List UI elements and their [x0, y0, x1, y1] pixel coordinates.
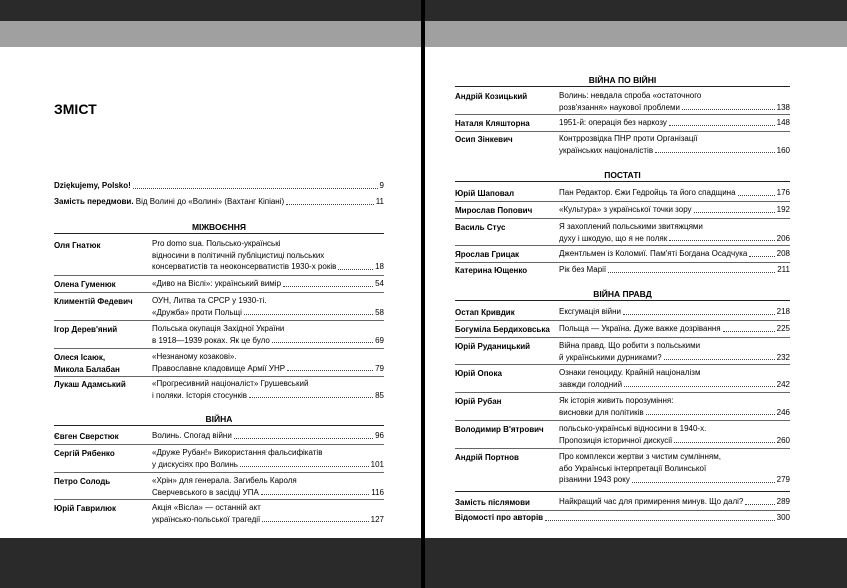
toc-entry[interactable] [559, 248, 790, 260]
page-number: 206 [776, 233, 790, 243]
entry-title-line: Рік без Марії [559, 265, 607, 274]
entry-divider [455, 131, 790, 132]
toc-entry[interactable] [559, 340, 790, 363]
toc-entry[interactable] [559, 451, 790, 486]
page-number: 58 [375, 307, 384, 317]
entry-title-line: «Прогресивний націоналіст» Грушевський [152, 379, 309, 388]
author: Климентій Федевич [54, 297, 133, 306]
toc-entry-intro2[interactable] [54, 196, 384, 208]
entry-title: Dziękujemy, Polsko! [54, 181, 131, 190]
author: Олена Гуменюк [54, 280, 116, 289]
entry-title-line: консерватистів та неоконсерватистів 1930-х років [152, 262, 337, 271]
toc-entry[interactable] [559, 117, 790, 129]
page-number: 232 [776, 352, 790, 362]
page-number: 176 [776, 188, 790, 197]
author: Володимир В'ятрович [455, 425, 544, 434]
page-number: 116 [371, 487, 384, 497]
entry-title-line: 1951-й: операція без наркозу [559, 118, 667, 127]
toc-entry[interactable] [559, 264, 790, 276]
author-name: Олеся Ісаюк, [54, 353, 106, 362]
page-number: 18 [375, 262, 384, 271]
entry-divider [54, 292, 384, 293]
entry-title: Відомості про авторів [455, 513, 544, 522]
entry-title-line: завжди голодний [559, 379, 623, 389]
entry-title-line: Я захоплений польськими звитяжцями [559, 222, 703, 231]
entry-divider [455, 262, 790, 263]
entry-title-line: Ексгумація війни [559, 307, 621, 316]
author: Юрій Шаповал [455, 189, 515, 198]
entry-divider [455, 320, 790, 321]
toc-entry[interactable] [559, 133, 790, 156]
entry-title-line: у дискусіях про Волинь [152, 459, 238, 469]
entry-divider [455, 245, 790, 246]
toc-entry[interactable] [559, 306, 790, 318]
entry-divider [54, 376, 384, 377]
author: Катерина Ющенко [455, 266, 528, 275]
page-number: 9 [379, 181, 384, 190]
top-band [0, 0, 421, 21]
author [54, 352, 120, 375]
page-number: 85 [375, 390, 384, 400]
section-heading-war: ВІЙНА [205, 414, 233, 424]
author: Юрій Опока [455, 369, 502, 378]
section-rule [54, 425, 384, 426]
section-heading-figures: ПОСТАТІ [604, 170, 641, 180]
author: Ярослав Грицак [455, 250, 520, 259]
entry-divider [455, 201, 790, 202]
entry-title-line: «Друже Рубан!» Використання фальсифікатів [152, 448, 323, 457]
page-number: 101 [370, 459, 384, 469]
page-number: 54 [375, 279, 384, 288]
entry-title-line: й українськими дурниками? [559, 352, 662, 362]
toc-entry[interactable] [152, 238, 384, 273]
toc-entry[interactable] [559, 423, 790, 446]
entry-divider [54, 275, 384, 276]
entry-title-line: «Культура» з української точки зору [559, 205, 692, 214]
page-number: 289 [776, 497, 790, 506]
section-rule [455, 300, 790, 301]
entry-divider [54, 499, 384, 500]
section-rule [54, 233, 384, 234]
toc-entry-authors[interactable] [455, 512, 790, 524]
page-number: 279 [776, 475, 790, 484]
entry-title-bold: Замість передмови. [54, 197, 134, 206]
author: Сергій Рябенко [54, 449, 115, 458]
author: Юрій Гаврилюк [54, 504, 117, 513]
toc-entry[interactable] [559, 496, 790, 508]
toc-entry[interactable] [152, 295, 384, 318]
entry-divider [455, 448, 790, 449]
page-number: 211 [777, 265, 790, 274]
entry-title-line: Війна правд. Що робити з польськими [559, 341, 701, 350]
header-band [425, 21, 847, 47]
toc-entry[interactable] [152, 378, 384, 401]
top-band [425, 0, 847, 21]
entry-title-line: українсько-польської трагедії [152, 514, 261, 524]
entry-title-line: Пропозиція історичної дискусії [559, 435, 673, 445]
entry-title-line: Православне кладовище Армії УНР [152, 363, 286, 373]
page-number: 96 [375, 431, 384, 440]
bottom-band [0, 538, 421, 588]
page-number: 218 [776, 307, 790, 316]
entry-title-line: різанини 1943 року [559, 475, 630, 484]
entry-title-line: «Незнаному козакові». [152, 352, 237, 361]
toc-entry[interactable] [559, 187, 790, 199]
author: Петро Солодь [54, 477, 111, 486]
author: Василь Стус [455, 223, 506, 232]
entry-title-line: Контррозвідка ПНР проти Організації [559, 134, 698, 143]
entry-title-line: в 1918—1939 роках. Як це було [152, 335, 270, 345]
page-number: 127 [370, 514, 384, 524]
author: Мирослав Попович [455, 206, 533, 215]
entry-title-line: Як історія живить порозуміння: [559, 396, 674, 405]
entry-title-line: Джентльмен із Коломиї. Пам'яті Богдана Осадчука [559, 249, 748, 258]
toc-entry[interactable] [559, 204, 790, 216]
section-rule [455, 86, 790, 87]
page-number: 138 [776, 102, 790, 112]
section-heading-war-after-war: ВІЙНА ПО ВІЙНІ [588, 75, 657, 85]
page-number: 160 [776, 145, 790, 155]
entry-divider [455, 114, 790, 115]
entry-title-line: Pro domo sua. Польсько-українські [152, 239, 281, 248]
entry-title-line: або Українські інтерпретації Волинської [559, 463, 707, 473]
entry-divider [54, 472, 384, 473]
section-rule [455, 491, 790, 492]
section-heading-interwar: МІЖВОЄННЯ [191, 222, 247, 232]
entry-title-line: Волинь: невдала спроба «остаточного [559, 91, 702, 100]
author: Андрій Козицький [455, 92, 528, 101]
page-number: 246 [776, 407, 790, 417]
author: Наталя Кляшторна [455, 119, 530, 128]
entry-title-line: розв'язання» наукової проблеми [559, 102, 680, 112]
entry-title-line: духу і шкодую, що я не поляк [559, 233, 668, 243]
author: Євген Сверстюк [54, 432, 119, 441]
author: Юрій Руданицький [455, 342, 531, 351]
author: Андрій Портнов [455, 453, 519, 462]
author: Богуміла Бердиховська [455, 325, 550, 334]
entry-title-line: висновки для політиків [559, 407, 644, 417]
entry-title-line: Польська окупація Західної України [152, 324, 285, 333]
section-rule [455, 181, 790, 182]
entry-title-line: і поляки. Історія стосунків [152, 390, 248, 400]
entry-divider [54, 320, 384, 321]
author: Осип Зінкевич [455, 135, 513, 144]
entry-divider [54, 444, 384, 445]
page-number: 79 [375, 363, 384, 373]
left-page [0, 0, 421, 588]
toc-entry[interactable] [559, 323, 790, 335]
entry-title-line: ОУН, Литва та СРСР у 1930-ті. [152, 296, 267, 305]
toc-entry[interactable] [559, 367, 790, 390]
author: Замість післямови [455, 498, 530, 507]
toc-entry-intro1[interactable] [54, 180, 384, 192]
entry-divider [455, 392, 790, 393]
toc-entry[interactable] [152, 430, 384, 442]
page-title: ЗМІСТ [54, 101, 97, 117]
entry-divider [455, 420, 790, 421]
entry-title-line: Ознаки геноциду. Крайній націоналізм [559, 368, 701, 377]
entry-divider [455, 510, 790, 511]
entry-title-line: Пан Редактор. Єжи Гедройць та його спадщина [559, 188, 736, 197]
page-number: 225 [776, 324, 790, 333]
entry-divider [54, 348, 384, 349]
author: Лукаш Адамський [54, 380, 126, 389]
entry-title-line: Найкращий час для примирення минув. Що далі? [559, 497, 744, 506]
page-number: 11 [375, 197, 384, 206]
right-page [425, 0, 847, 588]
entry-title-line: українських націоналістів [559, 145, 654, 155]
toc-entry[interactable] [559, 395, 790, 418]
author: Ігор Дерев'яний [54, 325, 118, 334]
header-band [0, 21, 421, 47]
toc-entry[interactable] [152, 502, 384, 525]
entry-title-line: Акція «Вісла» — останній акт [152, 503, 261, 512]
toc-entry[interactable] [152, 278, 384, 290]
entry-title-line: Сверчевського в засідці УПА [152, 487, 259, 497]
page-number: 192 [776, 205, 790, 214]
entry-title-line: відносини в політичній публіцистиці польських [152, 250, 325, 260]
section-heading-war-of-truths: ВІЙНА ПРАВД [593, 289, 652, 299]
entry-title-line: «Хрін» для генерала. Загибель Кароля [152, 476, 297, 485]
toc-entry[interactable] [152, 447, 384, 470]
entry-title-line: польсько-українські відносини в 1940-х. [559, 424, 707, 433]
entry-title-line: Волинь. Спогад війни [152, 431, 232, 440]
page-number: 148 [776, 118, 790, 127]
entry-divider [455, 337, 790, 338]
toc-entry[interactable] [559, 90, 790, 113]
page-number: 242 [776, 379, 790, 389]
entry-title-line: «Дружба» проти Польщі [152, 307, 242, 317]
page-number: 69 [375, 335, 384, 345]
author: Оля Гнатюк [54, 241, 101, 250]
entry-title: Від Волині до «Волині» (Вахтанг Кіпіані) [133, 197, 285, 206]
toc-entry[interactable] [152, 351, 384, 374]
toc-entry[interactable] [559, 221, 790, 244]
entry-title-line: Польща — Україна. Дуже важке дозрівання [559, 324, 721, 333]
entry-title-line: Про комплекси жертви з чистим сумлінням, [559, 452, 721, 461]
toc-entry[interactable] [152, 475, 384, 498]
author-name: Микола Балабан [54, 364, 120, 374]
author: Юрій Рубан [455, 397, 502, 406]
page-number: 300 [776, 513, 790, 522]
bottom-band [425, 538, 847, 588]
entry-divider [455, 364, 790, 365]
toc-entry[interactable] [152, 323, 384, 346]
page-number: 260 [776, 435, 790, 445]
author: Остап Кривдик [455, 308, 515, 317]
entry-divider [455, 218, 790, 219]
entry-title-line: «Диво на Віслі»: український вимір [152, 279, 282, 288]
page-number: 208 [776, 249, 790, 258]
